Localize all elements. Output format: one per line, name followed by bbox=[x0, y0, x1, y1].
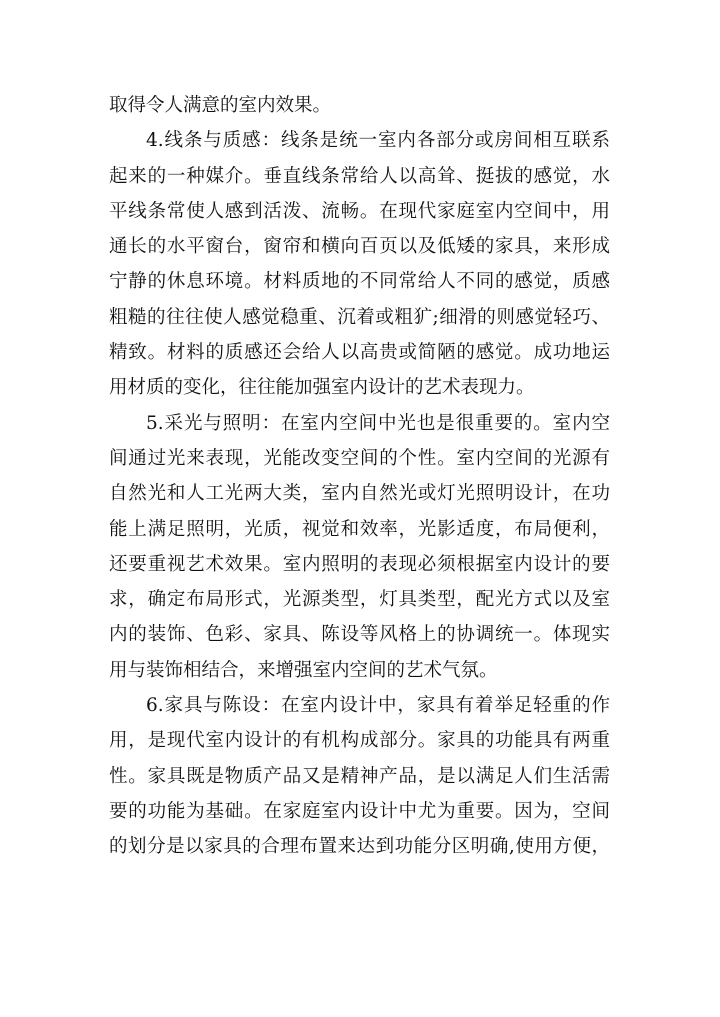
text-line: 粗糙的往往使人感觉稳重、沉着或粗犷;细滑的则感觉轻巧、 bbox=[109, 306, 610, 328]
text-line: 4.线条与质感：线条是统一室内各部分或房间相互联系 bbox=[146, 130, 610, 152]
text-line: 间通过光来表现，光能改变空间的个性。室内空间的光源有 bbox=[109, 447, 610, 469]
text-line: 5.采光与照明：在室内空间中光也是很重要的。室内空 bbox=[146, 412, 610, 434]
paragraph-furniture bbox=[109, 688, 610, 864]
paragraph-lines-and-texture bbox=[109, 123, 610, 405]
text-line: 的划分是以家具的合理布置来达到功能分区明确,使用方便， bbox=[109, 836, 610, 858]
text-line: 通长的水平窗台，窗帘和横向百页以及低矮的家具，来形成 bbox=[109, 236, 610, 258]
text-line: 还要重视艺术效果。室内照明的表现必须根据室内设计的要 bbox=[109, 553, 610, 575]
text-line: 用与装饰相结合，来增强室内空间的艺术气氛。 bbox=[109, 659, 498, 681]
text-line: 6.家具与陈设：在室内设计中，家具有着举足轻重的作 bbox=[146, 695, 610, 717]
paragraph-lighting bbox=[109, 406, 610, 688]
text-line: 内的装饰、色彩、家具、陈设等风格上的协调统一。体现实 bbox=[109, 624, 610, 646]
text-line: 要的功能为基础。在家庭室内设计中尤为重要。因为，空间 bbox=[109, 800, 610, 822]
paragraph-intro-tail bbox=[109, 88, 610, 123]
text-line: 性。家具既是物质产品又是精神产品，是以满足人们生活需 bbox=[109, 765, 610, 787]
text-line: 精致。材料的质感还会给人以高贵或简陋的感觉。成功地运 bbox=[109, 342, 610, 364]
text-line: 平线条常使人感到活泼、流畅。在现代家庭室内空间中，用 bbox=[109, 200, 610, 222]
text-line: 求，确定布局形式，光源类型，灯具类型，配光方式以及室 bbox=[109, 589, 610, 611]
text-line: 宁静的休息环境。材料质地的不同常给人不同的感觉，质感 bbox=[109, 271, 610, 293]
text-line: 自然光和人工光两大类，室内自然光或灯光照明设计，在功 bbox=[109, 483, 610, 505]
text-line: 能上满足照明，光质，视觉和效率，光影适度，布局便利， bbox=[109, 518, 610, 540]
body-text bbox=[109, 88, 610, 865]
text-line: 起来的一种媒介。垂直线条常给人以高耸、挺拔的感觉，水 bbox=[109, 165, 610, 187]
text-line: 取得令人满意的室内效果。 bbox=[109, 95, 332, 116]
text-line: 用材质的变化，往往能加强室内设计的艺术表现力。 bbox=[109, 377, 535, 399]
text-line: 用，是现代室内设计的有机构成部分。家具的功能具有两重 bbox=[109, 730, 610, 752]
